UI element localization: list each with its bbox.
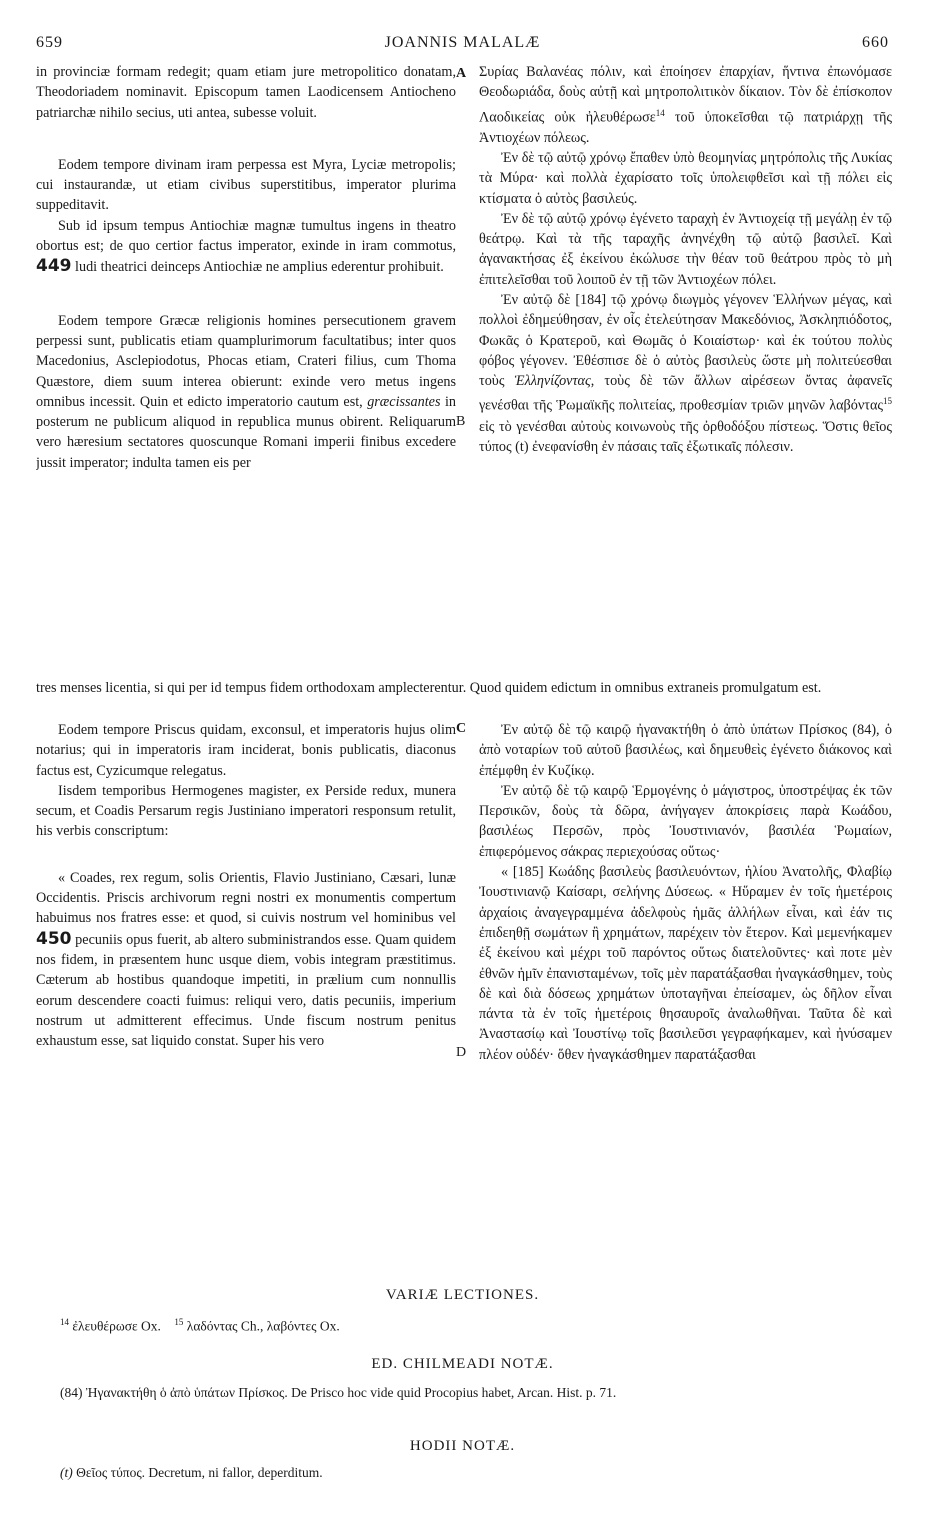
note-mark: (t) — [60, 1465, 73, 1480]
page-number-left: 659 — [36, 34, 63, 51]
greek-text: εἰς τὸ γενέσθαι αὐτοὺς κοινωνοὺς τῆς ὀρθοδόξου πίστεως. Ὅστις θεῖος τύπος (t) ἐνεφανίσθη ἐν πάσαις ταῖς ἐξωτικαῖς πόλεσιν. — [479, 418, 892, 455]
latin-paragraph: Eodem tempore Priscus quidam, exconsul, et imperatoris hujus olim notarius; qui in imperatoris iram inciderat, bonis publicatis, diaconus factus est, Cyzicumque relegatus. — [36, 722, 456, 779]
latin-text: Eodem tempore Græcæ religionis homines persecutionem gravem perpessi sunt, publicatis etiam quamplurimorum facultatibus; inter quos Macedonius, Asclepiodotus, Phocas etiam, Crateri filius, cum Thoma Quæstore, diem suum interea obierunt: exinde vero metus ingens omnibus incessit. Quin et edicto imperatorio cautum est, — [36, 312, 456, 410]
latin-column-upper — [36, 62, 456, 688]
latin-paragraph — [36, 216, 456, 278]
greek-text: Ἐν αὐτῷ δὲ [184] τῷ χρόνῳ διωγμὸς γέγονεν Ἑλλήνων μέγας, καὶ πολλοὶ ἐδημεύθησαν, ἐν οἷς ἐτελεύτησαν Μακεδόνιος, Ἀσκληπιόδοτος, Φωκᾶς ὁ Κρατεροῦ, καὶ Θωμᾶς ὁ Κοιαίστωρ· καὶ ἐκ τούτου πολὺς φόβος γέγονεν. Ἐθέσπισε δὲ ὁ αὐτὸς βασιλεὺς ὥστε μὴ πολιτεύεσθαι τοὺς — [479, 292, 892, 390]
margin-letter-d: D — [456, 1045, 467, 1060]
greek-text: τοῦ ὑποκεῖσθαι τῷ πατριάρχῃ τῆς Ἀντιοχέων πόλεως. — [479, 109, 892, 146]
latin-paragraph: Iisdem temporibus Hermogenes magister, ex Perside redux, munera secum, et Coadis Persarum regis Justiniano imperatori responsum retulit, his verbis conscriptum: — [36, 782, 456, 840]
chilmeadi-notes-title: ED. CHILMEADI NOTÆ. — [371, 1356, 554, 1372]
running-header — [36, 34, 889, 58]
hodii-note — [60, 1463, 892, 1482]
greek-column-upper — [479, 62, 892, 688]
variant-number: 14 — [60, 1317, 69, 1327]
latin-text: in posterum ne publicum aliquod in republica munus obirent. Reliquarum vero hæresium sectatores quoscunque Romani imperii finibus excedere jussit imperator; indulta tamen eis per — [36, 393, 456, 471]
latin-text: pecuniis opus fuerit, ab altero subministrandos esse. Quam quidem nos fidem, in præsentem hunc usque diem, vobis integram præstitimus. Cæterum ab hostibus quandoque impetiti, in prælium cum nonnullis eorum descendere coacti fuimus: reliqui vero, datis pecuniis, imperium nostrum ut admitterent effecimus. Unde fiscum nostrum penitus exhaustum esse, sat liquido constat. Super his vero — [36, 931, 456, 1050]
latin-text: Sub id ipsum tempus Antiochiæ magnæ tumultus ingens in theatro obortus est; de quo certior factus imperator, exinde in iram commotus, — [36, 217, 456, 255]
latin-text: « Coades, rex regum, solis Orientis, Flavio Justiniano, Cæsari, lunæ Occidentis. Priscis archivorum regni nostri ex monumentis compertum habuimus nos fratres esse: et quod, si cuivis nostrum vel hominibus vel — [36, 869, 456, 927]
variant-text: ἐλευθέρωσε Ox. — [72, 1318, 161, 1334]
latin-paragraph: in provinciæ formam redegit; quam etiam jure metropolitico donatam, Theodoriadem nominavit. Episcopum tamen Laodicensem Antiocheno patriarchæ nihilo secius, uti antea, subesse voluit. — [36, 64, 456, 121]
greek-paragraph: « [185] Κωάδης βασιλεὺς βασιλευόντων, ἡλίου Ἀνατολῆς, Φλαβίῳ Ἰουστινιανῷ Καίσαρι, σελήνης Δύσεως. « Ηὕραμεν ἐν τοῖς ἡμετέροις ἀρχαίοις ἀναγεγραμμένα ἀδελφοὺς ἡμᾶς ἀλλήλων εἶναι, καὶ ἐάν τις ἐπιδεηθῇ σωμάτων ἢ χρημάτων, παρέχειν τὸν ἕτερον. Καὶ μεμενήκαμεν ἐξ ἐκείνου καὶ μέχρι τοῦ παρόντος οὕτως διατελοῦντες· καὶ ποτε μὲν ἐθνῶν ἡμῖν ἐπανισταμένων, τοῖς μὲν παρατάξασθαι ἠναγκάσθημεν, τοὺς δὲ καὶ διὰ δόσεως χρημάτων ὑποταγῆναι ἐπείσαμεν, ὡς δῆλον εἶναι πάντα τὰ ἐν τοῖς ἡμετέροις θησαυροῖς ἀναλωθῆναι. Ταῦτα δὲ καὶ Ἀναστασίῳ καὶ Ἰουστίνῳ τοῖς βασιλεῦσι γεγραφήκαμεν, καὶ ἠνύσαμεν πλέον οὐδέν· ὅθεν ἠναγκάσθημεν παρατάξασθαι — [479, 864, 892, 1063]
hodii-notes-title: HODII NOTÆ. — [409, 1438, 516, 1454]
page-number-right: 660 — [862, 34, 889, 51]
latin-paragraph — [36, 868, 456, 1052]
latin-paragraph — [36, 311, 456, 473]
greek-paragraph — [479, 290, 892, 457]
variant-text: λαδόντας Ch., λαβόντες Ox. — [186, 1318, 340, 1334]
latin-column-lower — [36, 720, 456, 1265]
margin-letter-b: B — [456, 414, 466, 429]
full-width-line: tres menses licentia, si qui per id tempus fidem orthodoxam amplecterentur. Quod quidem edictum in omnibus extraneis promulgatum est. — [36, 680, 822, 696]
latin-italic-term: græcissantes — [367, 393, 441, 410]
greek-paragraph: Ἐν δὲ τῷ αὐτῷ χρόνῳ ἔπαθεν ὑπὸ θεομηνίας μητρόπολις τῆς Λυκίας τὰ Μύρα· καὶ πολλὰ ἐχαρίσατο τοῖς ὑπολειφθεῖσι καὶ τῇ πόλει εἰς κτίσματα ὁ αὐτὸς βασιλεύς. — [479, 149, 892, 207]
variant-number: 15 — [174, 1317, 184, 1327]
greek-paragraph — [479, 62, 892, 148]
note-text: Θεῖος τύπος. Decretum, ni fallor, deperditum. — [76, 1465, 323, 1480]
greek-paragraph: Ἐν αὐτῷ δὲ τῷ καιρῷ Ἑρμογένης ὁ μάγιστρος, ὑποστρέψας ἐκ τῶν Περσικῶν, δοὺς τὰ δῶρα, ἀνήγαγεν ἀποκρίσεις παρὰ Κωάδου, βασιλέως Περσῶν, πρὸς Ἰουστινιανόν, βασιλέα Ῥωμαίων, ἐπιφερόμενος σάκρας περιεχούσας οὕτως· — [479, 782, 892, 860]
chilmeadi-note: (84) Ἠγανακτήθη ὁ ἀπὸ ὑπάτων Πρίσκος. De Prisco hoc vide quid Procopius habet, Arcan. Hist. p. 71. — [60, 1385, 617, 1400]
footnote-ref-14: 14 — [655, 107, 665, 118]
greek-paragraph: Ἐν δὲ τῷ αὐτῷ χρόνῳ ἐγένετο ταραχὴ ἐν Ἀντιοχείᾳ τῇ μεγάλῃ ἐν τῷ θεάτρῳ. Καὶ τὰ τῆς ταραχῆς ἀνηνέχθη τῷ αὐτῷ βασιλεῖ. Καὶ ἀγανακτήσας ἐξ ἐκείνου ἐκώλυσε τὴν θέαν τοῦ θεάτρου πρὸς τὸ μὴ ἐπιτελεῖσθαι τοῦ λοιποῦ ἐν τῇ τῶν Ἀντιοχέων πόλει. — [479, 210, 892, 288]
greek-italic-term: Ἑλληνίζοντας — [514, 373, 591, 390]
footnote-ref-15: 15 — [883, 396, 892, 407]
variae-lectiones — [60, 1313, 892, 1336]
page-marker-450: 450 — [36, 928, 72, 949]
greek-text: Συρίας Βαλανέας πόλιν, καὶ ἐποίησεν ἐπαρχίαν, ἥντινα ἐπωνόμασε Θεοδωριάδα, δοὺς αὐτῇ καὶ μητροπολιτικὸν δίκαιον. Τὸν δὲ ἐπίσκοπον Λαοδικείας οὐκ ἠλευθέρωσε — [479, 64, 892, 126]
margin-letter-c: C — [456, 721, 467, 736]
margin-letter-a: A — [456, 66, 467, 81]
latin-text: ludi theatrici deinceps Antiochiæ ne amplius ederentur prohibuit. — [75, 259, 444, 276]
variae-lectiones-title: VARIÆ LECTIONES. — [385, 1287, 540, 1303]
greek-paragraph: Ἐν αὐτῷ δὲ τῷ καιρῷ ἠγανακτήθη ὁ ἀπὸ ὑπάτων Πρίσκος (84), ὁ ἀπὸ νοταρίων τοῦ αὐτοῦ βασιλέως, καὶ δημευθεὶς ἐγένετο διάκονος καὶ ἐπέμφθη ἐν Κυζίκῳ. — [479, 722, 892, 779]
greek-text: , τοὺς δὲ τῶν ἄλλων αἱρέσεων ὄντας ἀφανεῖς γενέσθαι τῆς Ῥωμαϊκῆς πολιτείας, προθεσμίαν τριῶν μηνῶν λαβόντας — [479, 373, 892, 415]
latin-paragraph: Eodem tempore divinam iram perpessa est Myra, Lyciæ metropolis; cui instaurandæ, ut etiam civibus superstitibus, imperator plurima suppeditavit. — [36, 156, 456, 214]
greek-column-lower — [479, 720, 892, 1265]
running-title: JOANNIS MALALÆ — [384, 34, 541, 51]
page-marker-449: 449 — [36, 256, 72, 277]
